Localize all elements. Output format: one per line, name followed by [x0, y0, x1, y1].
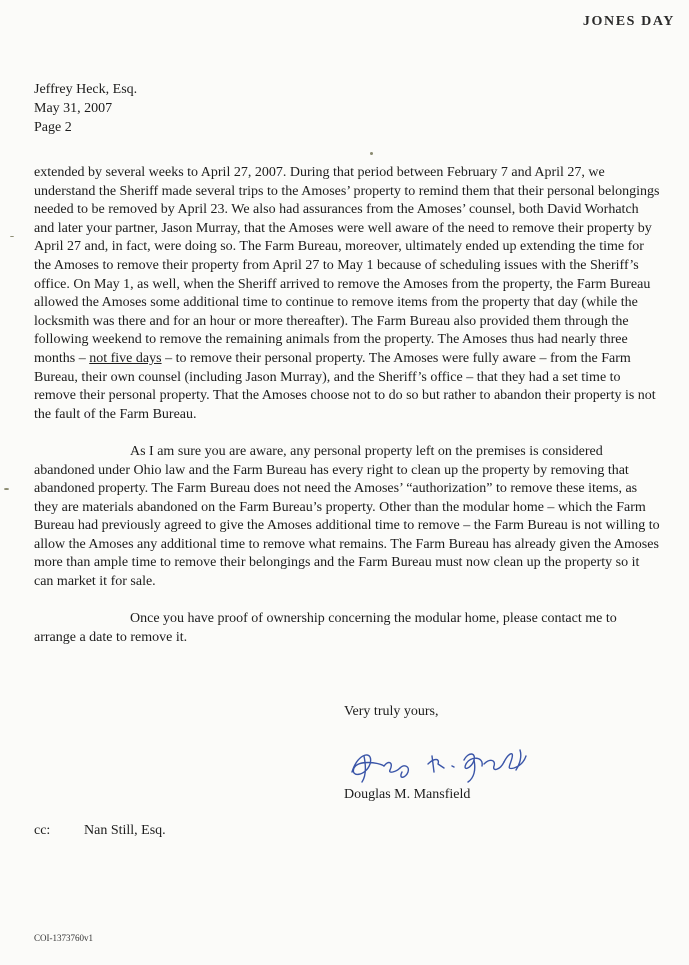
cc-line: [34, 823, 166, 839]
paragraph-3: [34, 610, 662, 647]
scan-speck: [4, 488, 9, 490]
cc-recipient: Nan Still, Esq.: [84, 823, 166, 838]
signer-name: Douglas M. Mansfield: [344, 787, 471, 802]
paragraph-2: [34, 443, 662, 592]
underlined-emphasis: not five days: [89, 350, 162, 366]
paragraph-text: Once you have proof of ownership concerning the modular home, please contact me to arrange a date to remove it.: [34, 611, 617, 645]
scan-speck: [10, 236, 14, 237]
handwritten-signature: [344, 742, 544, 784]
letter-date: May 31, 2007: [34, 101, 113, 116]
letter-body: [34, 164, 662, 666]
letter-header: [34, 80, 137, 137]
firm-name: JONES DAY: [582, 14, 675, 29]
document-id: COI-1373760v1: [34, 933, 93, 943]
page-number: Page 2: [34, 120, 72, 135]
paragraph-text: extended by several weeks to April 27, 2007. During that period between February 7 and April 27, we understand the Sheriff made several trips to the Amoses’ property to remind them that their personal belongings needed to be removed by April 23. We also had assurances from the Amoses’ counsel, both David Worhatch and later your partner, Jason Murray, that the Amoses were well aware of the need to remove their property by April 27 and, in fact, were doing so. The Farm Bureau, moreover, ultimately ended up extending the time for the Amoses to remove their property from April 27 to May 1 because of scheduling issues with the Sheriff’s office. On May 1, as well, when the Sheriff arrived to remove the Amoses from the property, the Farm Bureau allowed the Amoses some additional time to continue to remove items from the property that day (while the locksmith was there and for an hour or more thereafter). The Farm Bureau also provided them through the following weekend to remove the remaining animals from the property. The Amoses thus had nearly three months –: [34, 165, 660, 366]
paragraph-1: [34, 164, 662, 424]
scan-speck: [370, 152, 373, 155]
cc-label: cc:: [34, 823, 51, 838]
paragraph-text: – to remove their personal property. The Amoses were fully aware – from the Farm Bureau, their own counsel (including Jason Murray), and the Sheriff’s office – that they had a set time to remove their personal property. That the Amoses choose not to do so but rather to abandon their property is not the fault of the Farm Bureau.: [34, 350, 656, 422]
recipient-name: Jeffrey Heck, Esq.: [34, 82, 138, 97]
closing-salutation: Very truly yours,: [344, 704, 439, 719]
paragraph-text: As I am sure you are aware, any personal property left on the premises is considered abandoned under Ohio law and the Farm Bureau has every right to clean up the property by removing that abandoned property. The Farm Bureau does not need the Amoses’ “authorization” to remove these items, as they are materials abandoned on the Farm Bureau’s property. Other than the modular home – which the Farm Bureau had previously agreed to give the Amoses additional time to remove – the Farm Bureau is not willing to allow the Amoses any additional time to remove what remains. The Farm Bureau has already given the Amoses more than ample time to remove their belongings and the Farm Bureau must now clean up the property so it can market it for sale.: [34, 443, 660, 590]
